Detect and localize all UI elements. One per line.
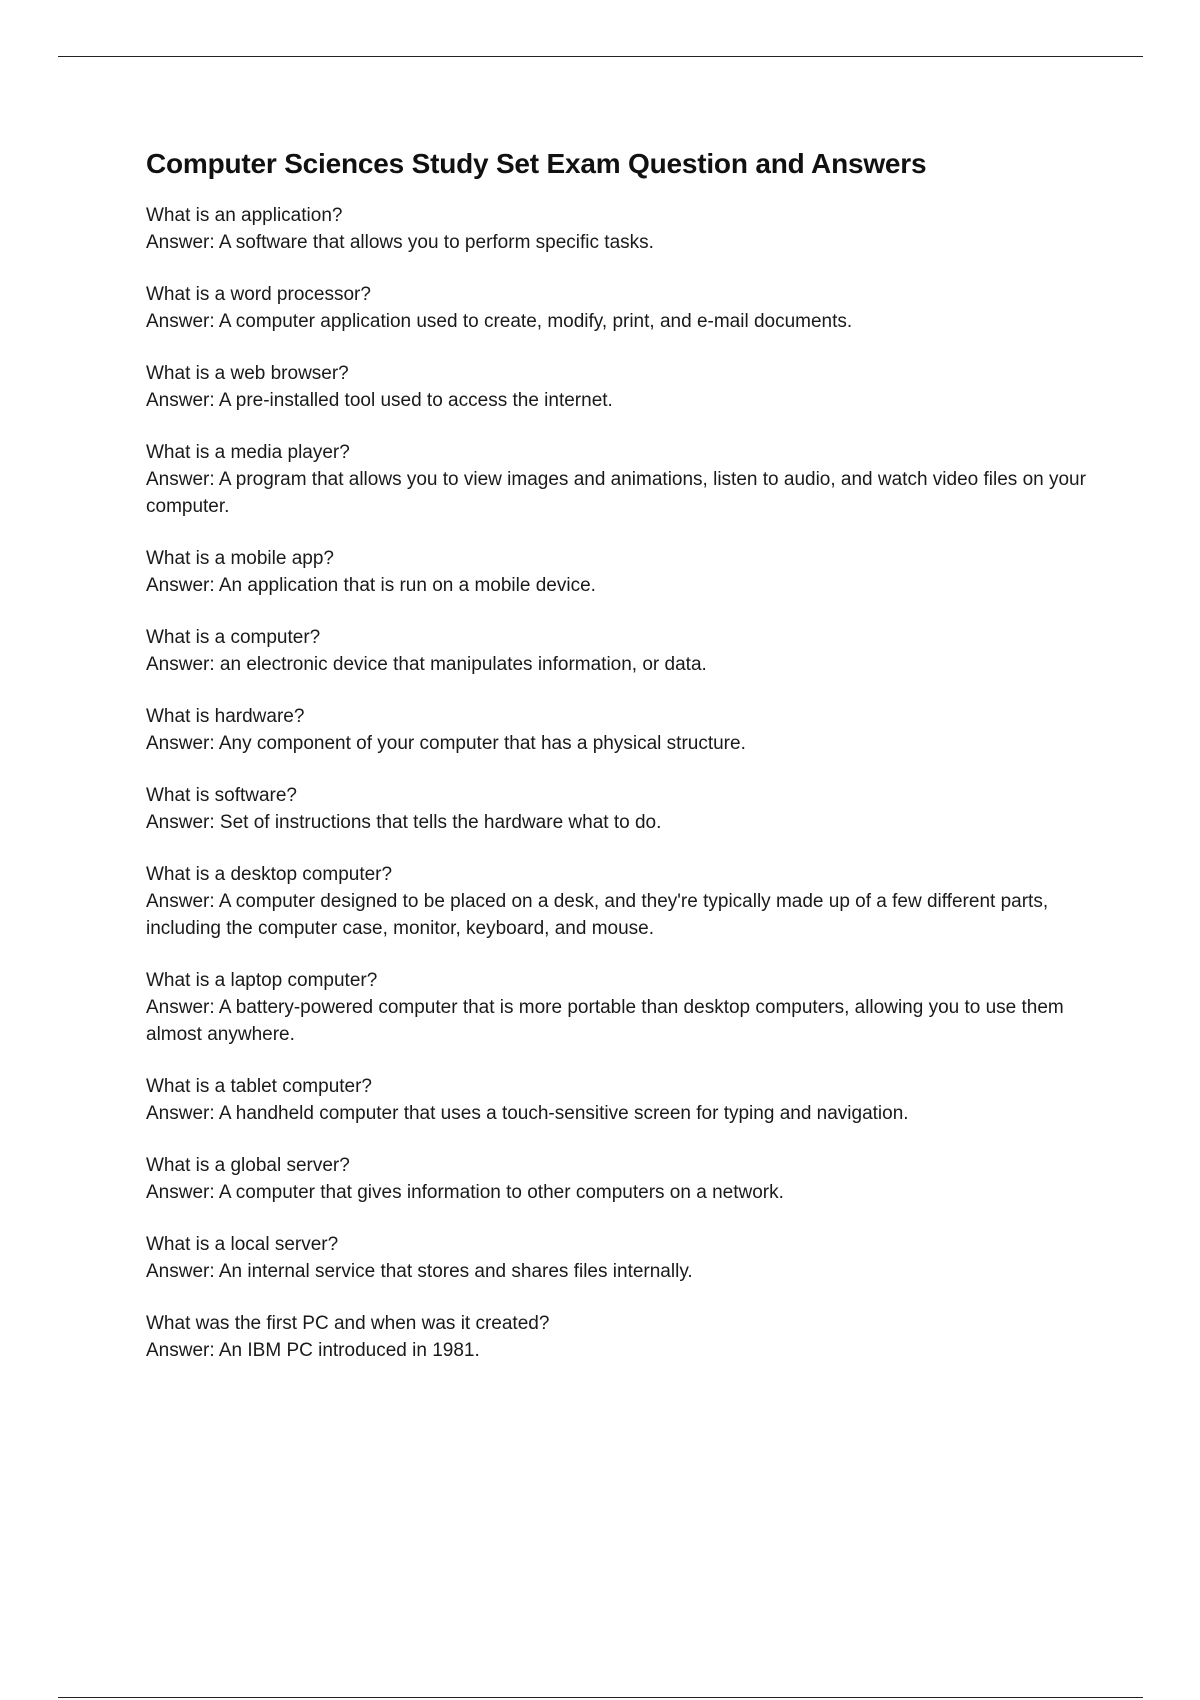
answer-text: Answer: An application that is run on a mobile device. (146, 575, 596, 596)
qa-item (146, 967, 1096, 1048)
question-text: What is software? (146, 785, 297, 806)
question-text: What is a tablet computer? (146, 1076, 372, 1097)
answer-text: Answer: A computer that gives information to other computers on a network. (146, 1182, 784, 1203)
qa-list (146, 202, 1096, 1364)
qa-item (146, 1073, 1096, 1127)
answer-text: Answer: A pre-installed tool used to access the internet. (146, 390, 613, 411)
question-text: What is a web browser? (146, 363, 349, 384)
qa-item (146, 545, 1096, 599)
question-text: What was the first PC and when was it created? (146, 1313, 550, 1334)
question-text: What is a global server? (146, 1155, 350, 1176)
question-text: What is a computer? (146, 627, 321, 648)
question-text: What is hardware? (146, 706, 305, 727)
question-text: What is a local server? (146, 1234, 339, 1255)
qa-item (146, 360, 1096, 414)
document-body (146, 148, 1096, 1389)
qa-item (146, 281, 1096, 335)
qa-item (146, 624, 1096, 678)
qa-item (146, 703, 1096, 757)
qa-item (146, 1231, 1096, 1285)
question-text: What is a laptop computer? (146, 970, 378, 991)
qa-item (146, 202, 1096, 256)
question-text: What is a media player? (146, 442, 350, 463)
answer-text: Answer: A battery-powered computer that is more portable than desktop computers, allowing you to use them almost anywhere. (146, 997, 1064, 1045)
question-text: What is a mobile app? (146, 548, 334, 569)
answer-text: Answer: an electronic device that manipulates information, or data. (146, 654, 707, 675)
answer-text: Answer: A computer designed to be placed on a desk, and they're typically made up of a few different parts, including the computer case, monitor, keyboard, and mouse. (146, 891, 1049, 939)
answer-text: Answer: Set of instructions that tells the hardware what to do. (146, 812, 662, 833)
answer-text: Answer: A computer application used to create, modify, print, and e-mail documents. (146, 311, 853, 332)
qa-item (146, 439, 1096, 520)
qa-item (146, 1310, 1096, 1364)
answer-text: Answer: Any component of your computer that has a physical structure. (146, 733, 746, 754)
answer-text: Answer: An IBM PC introduced in 1981. (146, 1340, 480, 1361)
question-text: What is an application? (146, 205, 343, 226)
qa-item (146, 1152, 1096, 1206)
answer-text: Answer: A program that allows you to view images and animations, listen to audio, and watch video files on your computer. (146, 469, 1086, 517)
document-title: Computer Sciences Study Set Exam Question and Answers (146, 148, 927, 179)
qa-item (146, 782, 1096, 836)
answer-text: Answer: A software that allows you to perform specific tasks. (146, 232, 654, 253)
qa-item (146, 861, 1096, 942)
bottom-divider (58, 1697, 1143, 1698)
question-text: What is a desktop computer? (146, 864, 393, 885)
answer-text: Answer: An internal service that stores and shares files internally. (146, 1261, 693, 1282)
top-divider (58, 56, 1143, 57)
answer-text: Answer: A handheld computer that uses a touch-sensitive screen for typing and navigation. (146, 1103, 909, 1124)
question-text: What is a word processor? (146, 284, 371, 305)
